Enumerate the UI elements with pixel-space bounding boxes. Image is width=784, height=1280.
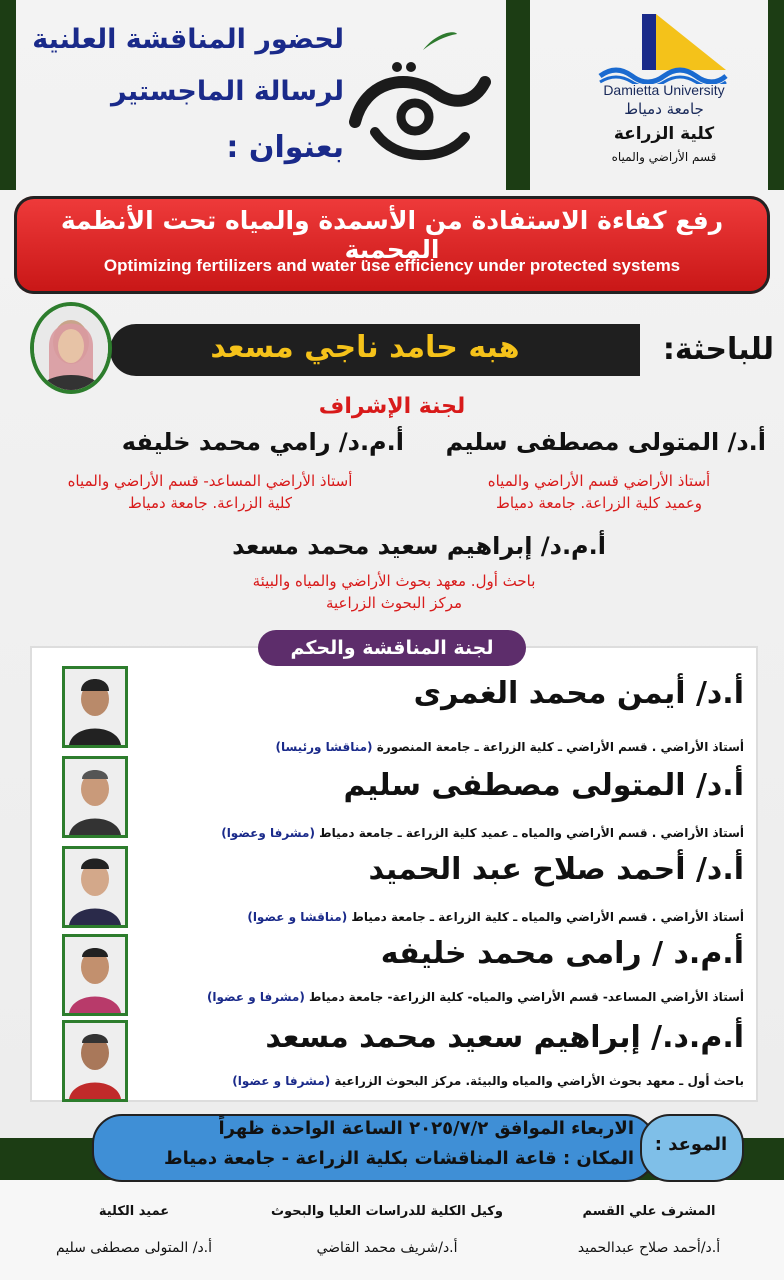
member-1-desc-text: أستاذ الأراضي . قسم الأراضي ـ كلية الزراعة ـ جامعة المنصورة: [376, 740, 744, 754]
invite-line-1: لحضور المناقشة العلنية: [32, 24, 344, 55]
signature-2-title: وكيل الكلية للدراسات العليا والبحوث: [271, 1204, 503, 1219]
member-1-role: (مناقشا ورئيسا): [275, 740, 373, 754]
member-5-desc: [232, 1074, 744, 1088]
member-3-role: (مناقشا و عضوا): [247, 910, 348, 924]
supervisor-1-name: أ.د/ المتولى مصطفى سليم: [445, 428, 766, 456]
supervisor-3-desc-line1: باحث أول. معهد بحوث الأراضي والمياه والبيئة: [252, 572, 536, 590]
member-3-desc-text: أستاذ الأراضي . قسم الأراضي والمياه ـ كلية الزراعة ـ جامعة دمياط: [351, 910, 744, 924]
supervisor-3-desc: [184, 570, 604, 614]
member-2-name: أ.د/ المتولى مصطفى سليم: [343, 768, 744, 803]
invite-line-2: لرسالة الماجستير: [111, 76, 344, 107]
supervisor-3-desc-line2: مركز البحوث الزراعية: [325, 594, 463, 612]
member-3-photo: [62, 846, 128, 928]
appointment-label: الموعد :: [654, 1134, 728, 1155]
supervisor-1-desc-line1: أستاذ الأراضي قسم الأراضي والمياه: [487, 472, 711, 490]
department-name: قسم الأراضي والمياه: [611, 150, 717, 164]
member-2-desc: [221, 826, 744, 840]
university-name-en: Damietta University: [603, 82, 725, 98]
signature-3-title: عميد الكلية: [98, 1204, 170, 1219]
member-2-desc-text: أستاذ الأراضي . قسم الأراضي والمياه ـ عميد كلية الزراعة ـ جامعة دمياط: [319, 826, 744, 840]
invite-line-3: بعنوان :: [226, 130, 344, 165]
header-green-band-left: [0, 0, 16, 190]
member-5-photo: [62, 1020, 128, 1102]
member-1-desc: [275, 740, 744, 754]
supervisor-1-desc-line2: وعميد كلية الزراعة. جامعة دمياط: [495, 494, 703, 512]
member-4-name: أ.م.د / رامى محمد خليفه: [380, 936, 744, 971]
dawa-calligraphy: [345, 22, 495, 172]
signature-3-name: أ.د/ المتولى مصطفى سليم: [55, 1240, 213, 1256]
supervisor-2-desc-line2: كلية الزراعة. جامعة دمياط: [127, 494, 292, 512]
supervisor-2-desc-line1: أستاذ الأراضي المساعد- قسم الأراضي والمياه: [67, 472, 353, 490]
signature-1-title: المشرف علي القسم: [582, 1204, 716, 1219]
member-5-name: أ.م.د./ إبراهيم سعيد محمد مسعد: [265, 1020, 744, 1055]
supervisor-2-desc: [20, 470, 400, 514]
supervisor-1-desc: [434, 470, 764, 514]
thesis-title-ar: رفع كفاءة الاستفادة من الأسمدة والمياه تحت الأنظمة المحمية: [60, 206, 724, 264]
faculty-name: كلية الزراعة: [613, 124, 715, 144]
researcher-label: للباحثة:: [662, 332, 774, 367]
member-1-name: أ.د/ أيمن محمد الغمرى: [413, 676, 744, 711]
member-4-photo: [62, 934, 128, 1016]
member-4-desc-text: أستاذ الأراضي المساعد- قسم الأراضي والمياه- كلية الزراعة- جامعة دمياط: [309, 990, 744, 1004]
header-green-band-right: [768, 0, 784, 190]
university-logo: [598, 10, 728, 84]
supervision-title: لجنة الإشراف: [318, 394, 466, 419]
member-1-photo: [62, 666, 128, 748]
member-4-role: (مشرفا و عضوا): [206, 990, 305, 1004]
committee-title: لجنة المناقشة والحكم: [258, 630, 526, 666]
appointment-date: الاربعاء الموافق ٢٠٢٥/٧/٢ الساعة الواحدة ظهراً: [218, 1118, 634, 1139]
appointment-place: المكان : قاعة المناقشات بكلية الزراعة - جامعة دمياط: [163, 1148, 634, 1169]
member-5-desc-text: باحث أول ـ معهد بحوث الأراضي والمياه والبيئة. مركز البحوث الزراعية: [334, 1074, 744, 1088]
signature-1-name: أ.د/أحمد صلاح عبدالحميد: [577, 1240, 721, 1256]
member-5-role: (مشرفا و عضوا): [232, 1074, 331, 1088]
thesis-title-en: Optimizing fertilizers and water use efficiency under protected systems: [103, 256, 681, 275]
supervisor-2-name: أ.م.د/ رامي محمد خليفه: [121, 428, 404, 456]
researcher-name: هبه حامد ناجي مسعد: [210, 330, 520, 365]
header-green-band-middle: [506, 0, 530, 190]
member-3-desc: [247, 910, 744, 924]
supervisor-3-name: أ.م.د/ إبراهيم سعيد محمد مسعد: [232, 532, 606, 560]
member-2-role: (مشرفا وعضوا): [221, 826, 315, 840]
researcher-photo: [30, 302, 112, 394]
signature-2-name: أ.د/شريف محمد القاضي: [316, 1240, 458, 1256]
university-name-ar: جامعة دمياط: [624, 100, 704, 118]
member-4-desc: [207, 990, 744, 1004]
member-3-name: أ.د/ أحمد صلاح عبد الحميد: [368, 852, 744, 887]
footer-signature-area: [0, 1180, 784, 1280]
member-2-photo: [62, 756, 128, 838]
